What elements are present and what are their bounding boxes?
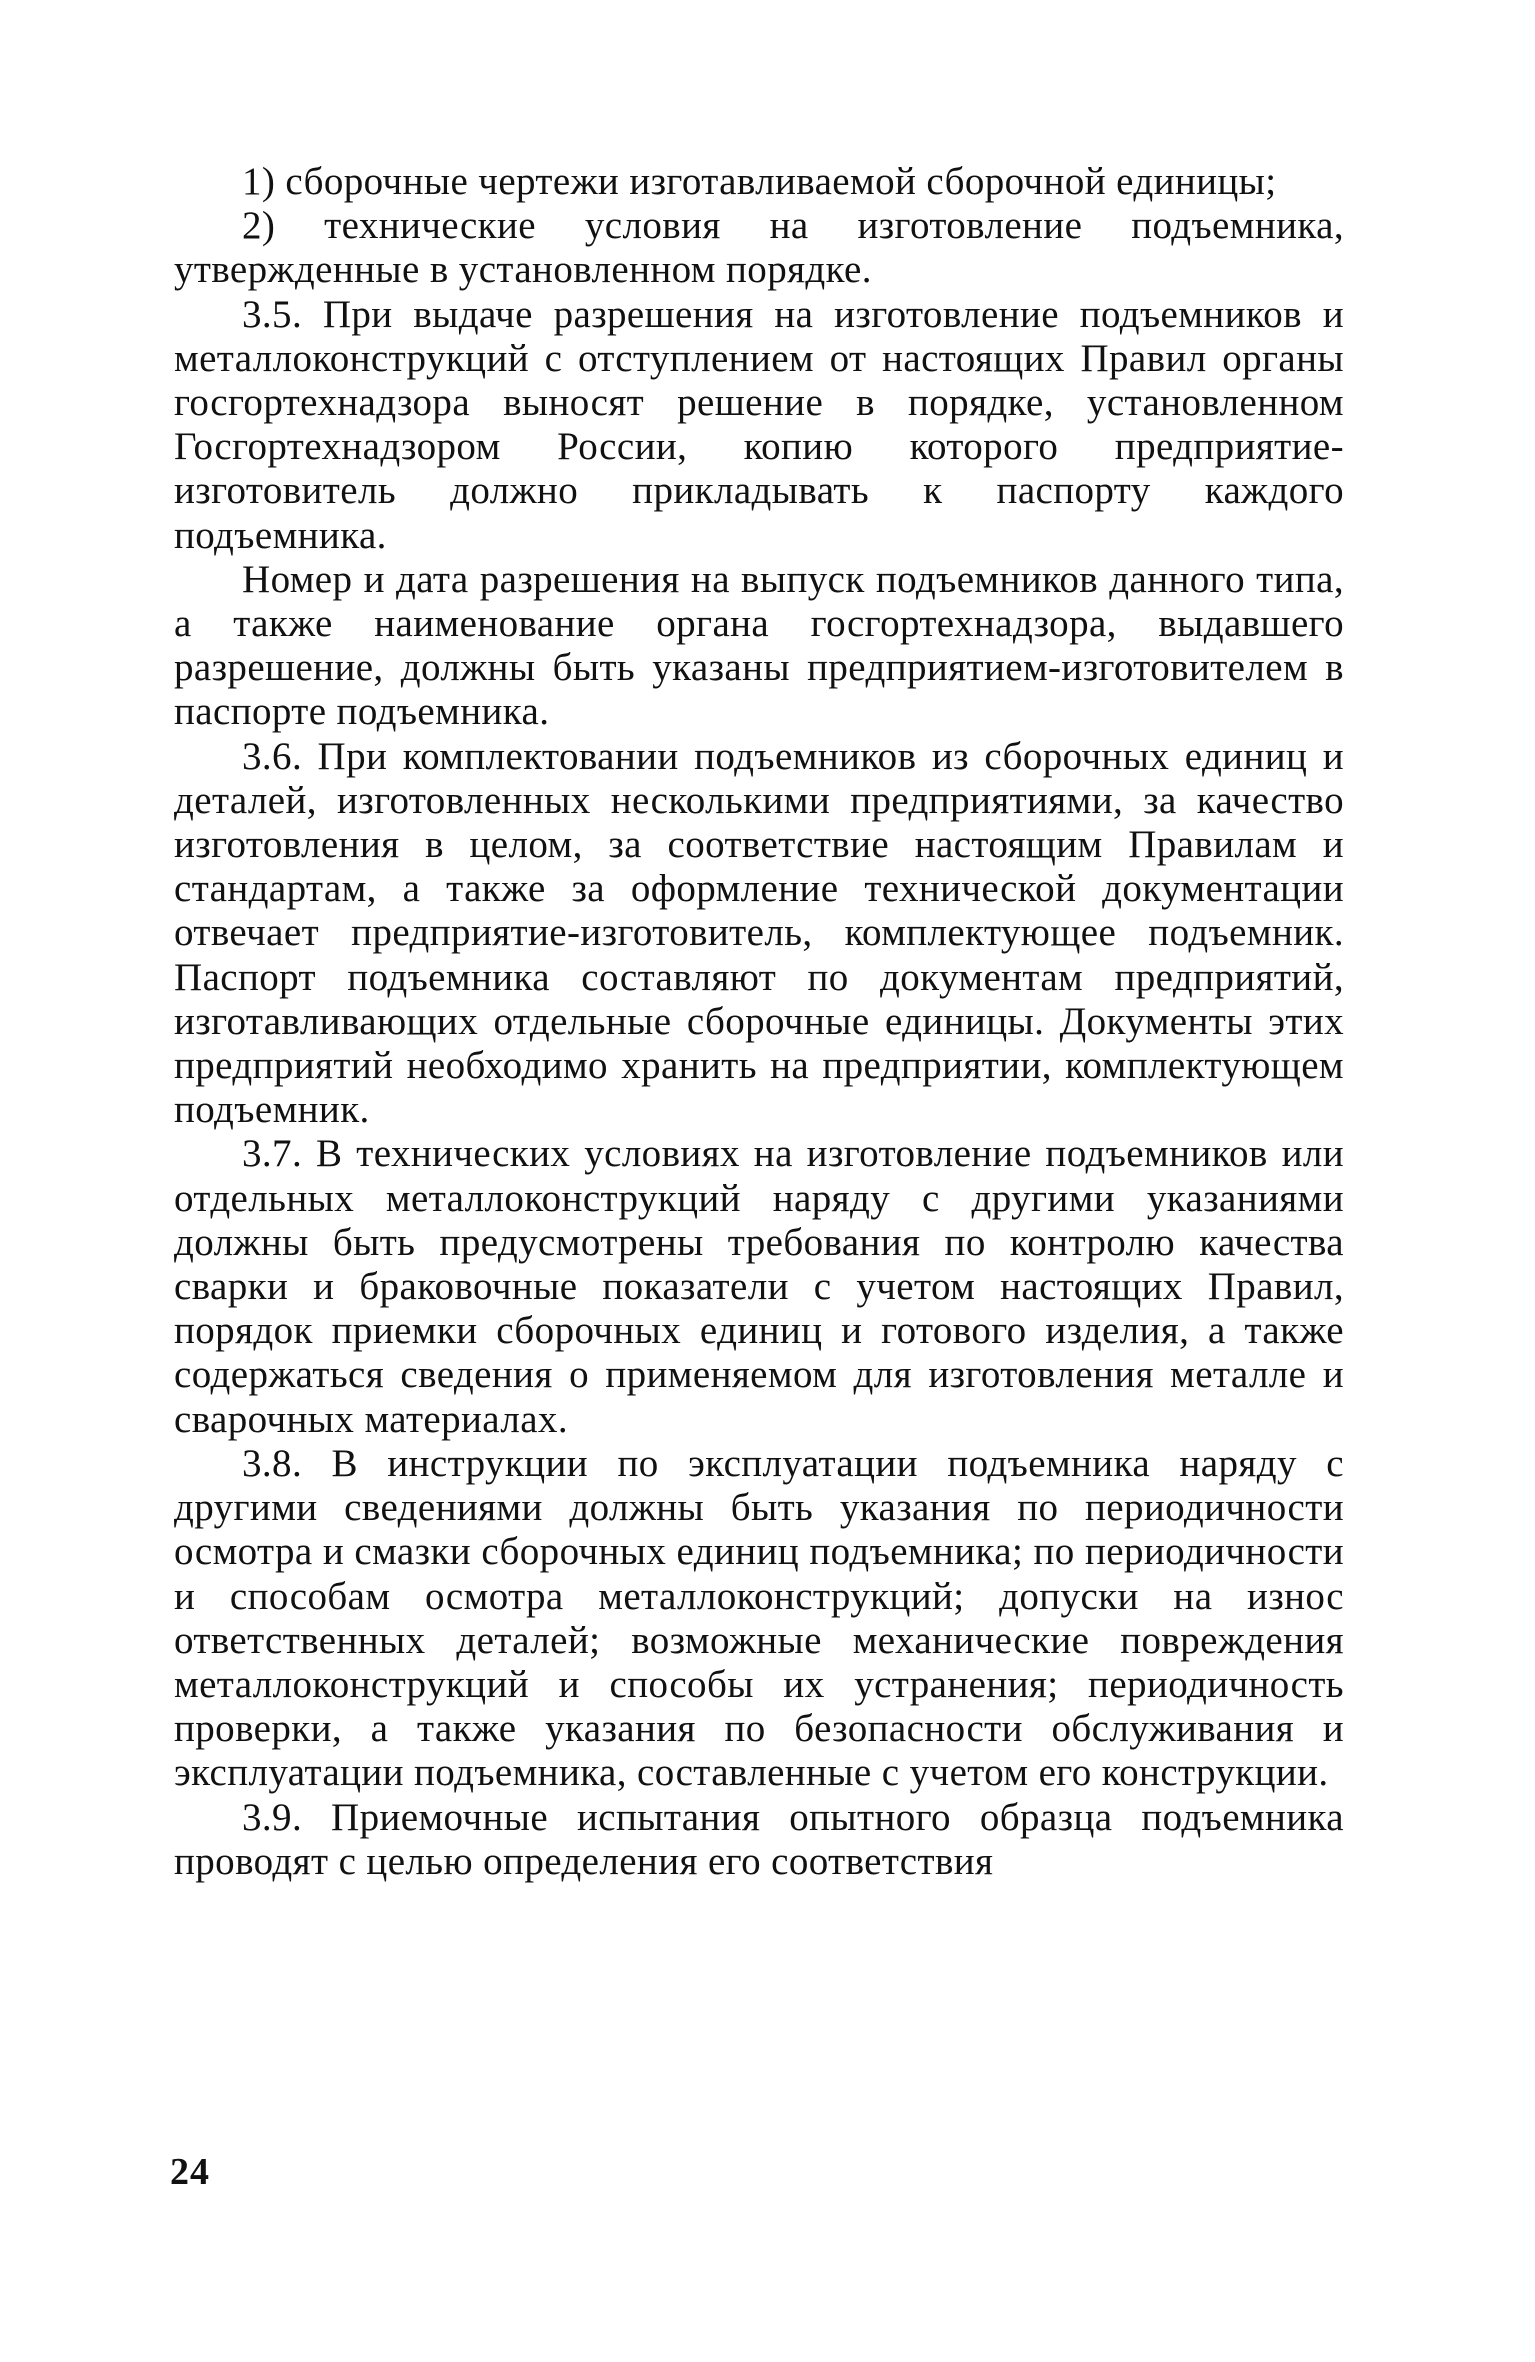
- paragraph-permit-number: Номер и дата разрешения на выпуск подъемников данного типа, а также наименование органа госгортехнадзора, выдавшего разрешение, должны быть указаны предприятием-изготовителем в паспорте подъемника.: [174, 557, 1344, 734]
- paragraph-3-5: 3.5. При выдаче разрешения на изготовление подъемников и металлоконструкций с отступлением от настоящих Правил органы госгортехнадзора выносят решение в порядке, установленном Госгортехнадзором России, копию которого предприятие-изготовитель должно прикладывать к паспорту каждого подъемника.: [174, 292, 1344, 557]
- page-number: 24: [170, 2151, 210, 2193]
- paragraph-3-9: 3.9. Приемочные испытания опытного образца подъемника проводят с целью определения его соответствия: [174, 1795, 1344, 1883]
- body-text: [174, 160, 1344, 1884]
- list-item-technical-conditions: 2) технические условия на изготовление подъемника, утвержденные в установленном порядке.: [174, 204, 1344, 292]
- paragraph-3-8: 3.8. В инструкции по эксплуатации подъемника наряду с другими сведениями должны быть указания по периодичности осмотра и смазки сборочных единиц подъемника; по периодичности и способам осмотра металлоконструкций; допуски на износ ответственных деталей; возможные механические повреждения металлоконструкций и способы их устранения; периодичность проверки, а также указания по безопасности обслуживания и эксплуатации подъемника, составленные с учетом его конструкции.: [174, 1441, 1344, 1795]
- list-item-assembly-drawings: 1) сборочные чертежи изготавливаемой сборочной единицы;: [242, 160, 1277, 203]
- paragraph-3-7: 3.7. В технических условиях на изготовление подъемников или отдельных металлоконструкций наряду с другими указаниями должны быть предусмотрены требования по контролю качества сварки и браковочные показатели с учетом настоящих Правил, порядок приемки сборочных единиц и готового изделия, а также содержаться сведения о применяемом для изготовления металле и сварочных материалах.: [174, 1132, 1344, 1441]
- paragraph-3-6: 3.6. При комплектовании подъемников из сборочных единиц и деталей, изготовленных несколькими предприятиями, за качество изготовления в целом, за соответствие настоящим Правилам и стандартам, а также за оформление технической документации отвечает предприятие-изготовитель, комплектующее подъемник. Паспорт подъемника составляют по документам предприятий, изготавливающих отдельные сборочные единицы. Документы этих предприятий необходимо хранить на предприятии, комплектующем подъемник.: [174, 734, 1344, 1132]
